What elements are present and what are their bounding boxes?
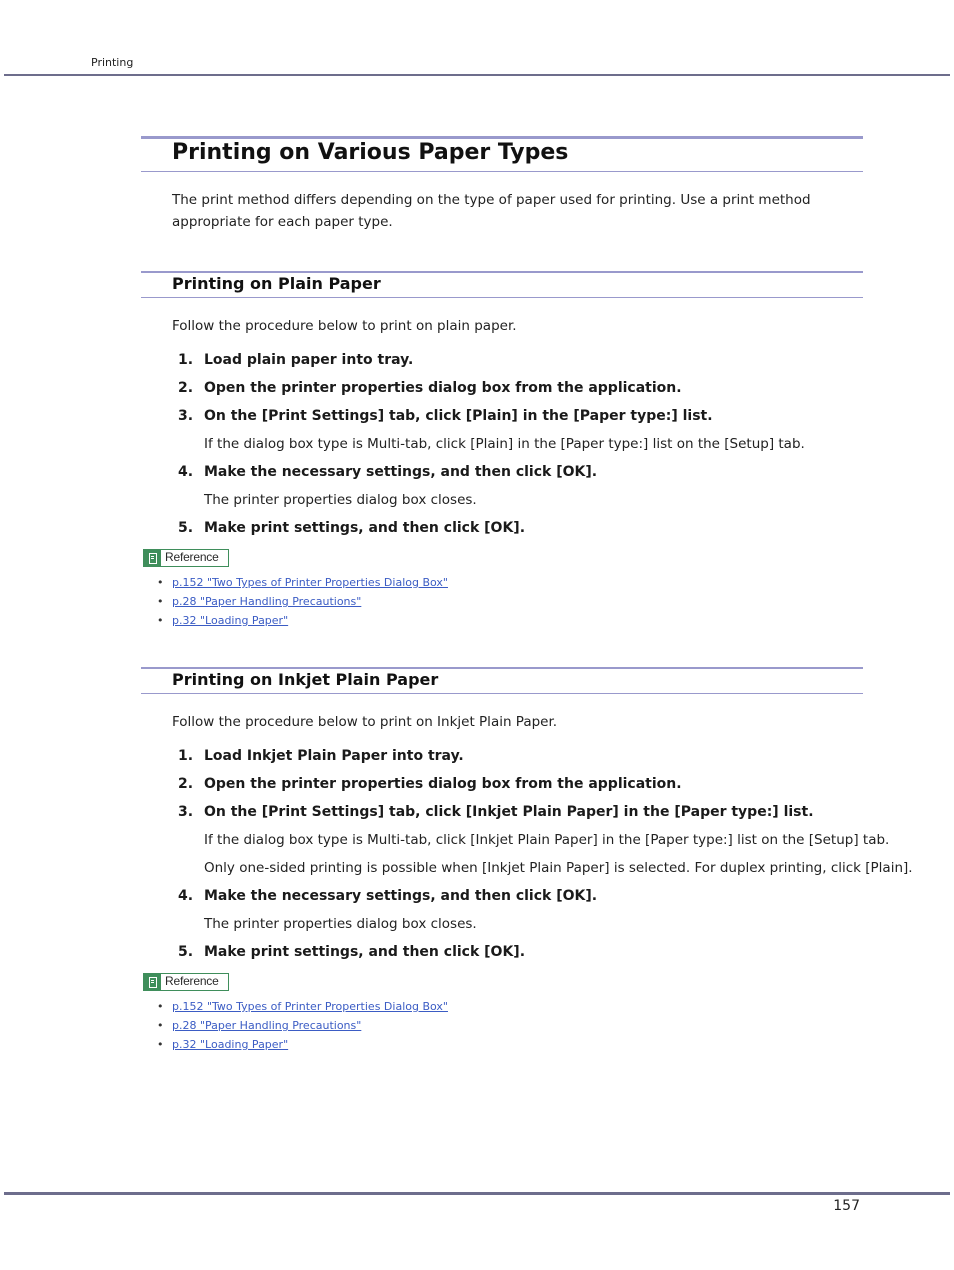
step-text: Open the printer properties dialog box from the application. (204, 776, 682, 792)
intro-paragraph: The print method differs depending on the type of paper used for printing. Use a print method appropriate for each paper type. (172, 192, 811, 230)
step-item (178, 776, 682, 792)
step-text: Make the necessary settings, and then click [OK]. (204, 464, 598, 480)
step-note: If the dialog box type is Multi-tab, click [Plain] in the [Paper type:] list on the [Setup] tab. (204, 436, 805, 452)
step-number: 1. (178, 352, 194, 368)
bullet-icon: • (157, 1019, 164, 1032)
reference-badge (143, 549, 229, 567)
step-note: The printer properties dialog box closes. (204, 492, 477, 508)
step-number: 2. (178, 380, 194, 396)
reference-list-item (157, 595, 361, 608)
reference-link[interactable]: p.28 "Paper Handling Precautions" (172, 595, 362, 608)
running-header: Printing (91, 56, 134, 69)
step-number: 5. (178, 944, 194, 960)
reference-list-item (157, 576, 448, 589)
step-note: Only one-sided printing is possible when [Inkjet Plain Paper] is selected. For duplex printing, click [Plain]. (204, 860, 913, 876)
step-number: 4. (178, 888, 194, 904)
step-text: Make print settings, and then click [OK]. (204, 944, 526, 960)
header-rule (4, 74, 950, 76)
step-note: If the dialog box type is Multi-tab, click [Inkjet Plain Paper] in the [Paper type:] list on the [Setup] tab. (204, 832, 890, 848)
reference-list-item (157, 1000, 448, 1013)
step-text: Load plain paper into tray. (204, 352, 414, 368)
section-heading: Printing on Inkjet Plain Paper (172, 670, 439, 689)
reference-label: Reference (165, 550, 219, 564)
reference-link[interactable]: p.28 "Paper Handling Precautions" (172, 1019, 362, 1032)
step-number: 1. (178, 748, 194, 764)
step-text: On the [Print Settings] tab, click [Inkjet Plain Paper] in the [Paper type:] list. (204, 804, 814, 820)
step-number: 2. (178, 776, 194, 792)
section-lead: Follow the procedure below to print on Inkjet Plain Paper. (172, 714, 558, 730)
step-item (178, 520, 525, 536)
step-item (178, 804, 814, 820)
section-heading: Printing on Plain Paper (172, 274, 381, 293)
section-heading-box (141, 667, 863, 694)
reference-link[interactable]: p.152 "Two Types of Printer Properties Dialog Box" (172, 576, 448, 589)
step-item (178, 464, 597, 480)
step-number: 4. (178, 464, 194, 480)
reference-link[interactable]: p.32 "Loading Paper" (172, 614, 289, 627)
bullet-icon: • (157, 595, 164, 608)
page-title-box (141, 136, 863, 172)
step-text: Load Inkjet Plain Paper into tray. (204, 748, 464, 764)
step-text: On the [Print Settings] tab, click [Plain] in the [Paper type:] list. (204, 408, 713, 424)
reference-list-item (157, 1038, 288, 1051)
step-item (178, 888, 597, 904)
page-title: Printing on Various Paper Types (172, 140, 569, 165)
section-heading-box (141, 271, 863, 298)
reference-document-icon (144, 550, 161, 566)
step-item (178, 408, 713, 424)
step-text: Make print settings, and then click [OK]. (204, 520, 526, 536)
reference-label: Reference (165, 974, 219, 988)
reference-badge (143, 973, 229, 991)
step-note: The printer properties dialog box closes. (204, 916, 477, 932)
step-number: 5. (178, 520, 194, 536)
reference-document-icon (144, 974, 161, 990)
reference-list-item (157, 1019, 361, 1032)
step-item (178, 944, 525, 960)
reference-link[interactable]: p.32 "Loading Paper" (172, 1038, 289, 1051)
reference-link[interactable]: p.152 "Two Types of Printer Properties Dialog Box" (172, 1000, 448, 1013)
step-number: 3. (178, 408, 194, 424)
bullet-icon: • (157, 576, 164, 589)
step-text: Open the printer properties dialog box from the application. (204, 380, 682, 396)
step-text: Make the necessary settings, and then click [OK]. (204, 888, 598, 904)
reference-list-item (157, 614, 288, 627)
section-lead: Follow the procedure below to print on plain paper. (172, 318, 517, 334)
bullet-icon: • (157, 614, 164, 627)
bullet-icon: • (157, 1000, 164, 1013)
step-number: 3. (178, 804, 194, 820)
footer-rule (4, 1192, 950, 1195)
page-number: 157 (833, 1198, 860, 1214)
step-item (178, 748, 464, 764)
step-item (178, 380, 682, 396)
step-item (178, 352, 413, 368)
bullet-icon: • (157, 1038, 164, 1051)
